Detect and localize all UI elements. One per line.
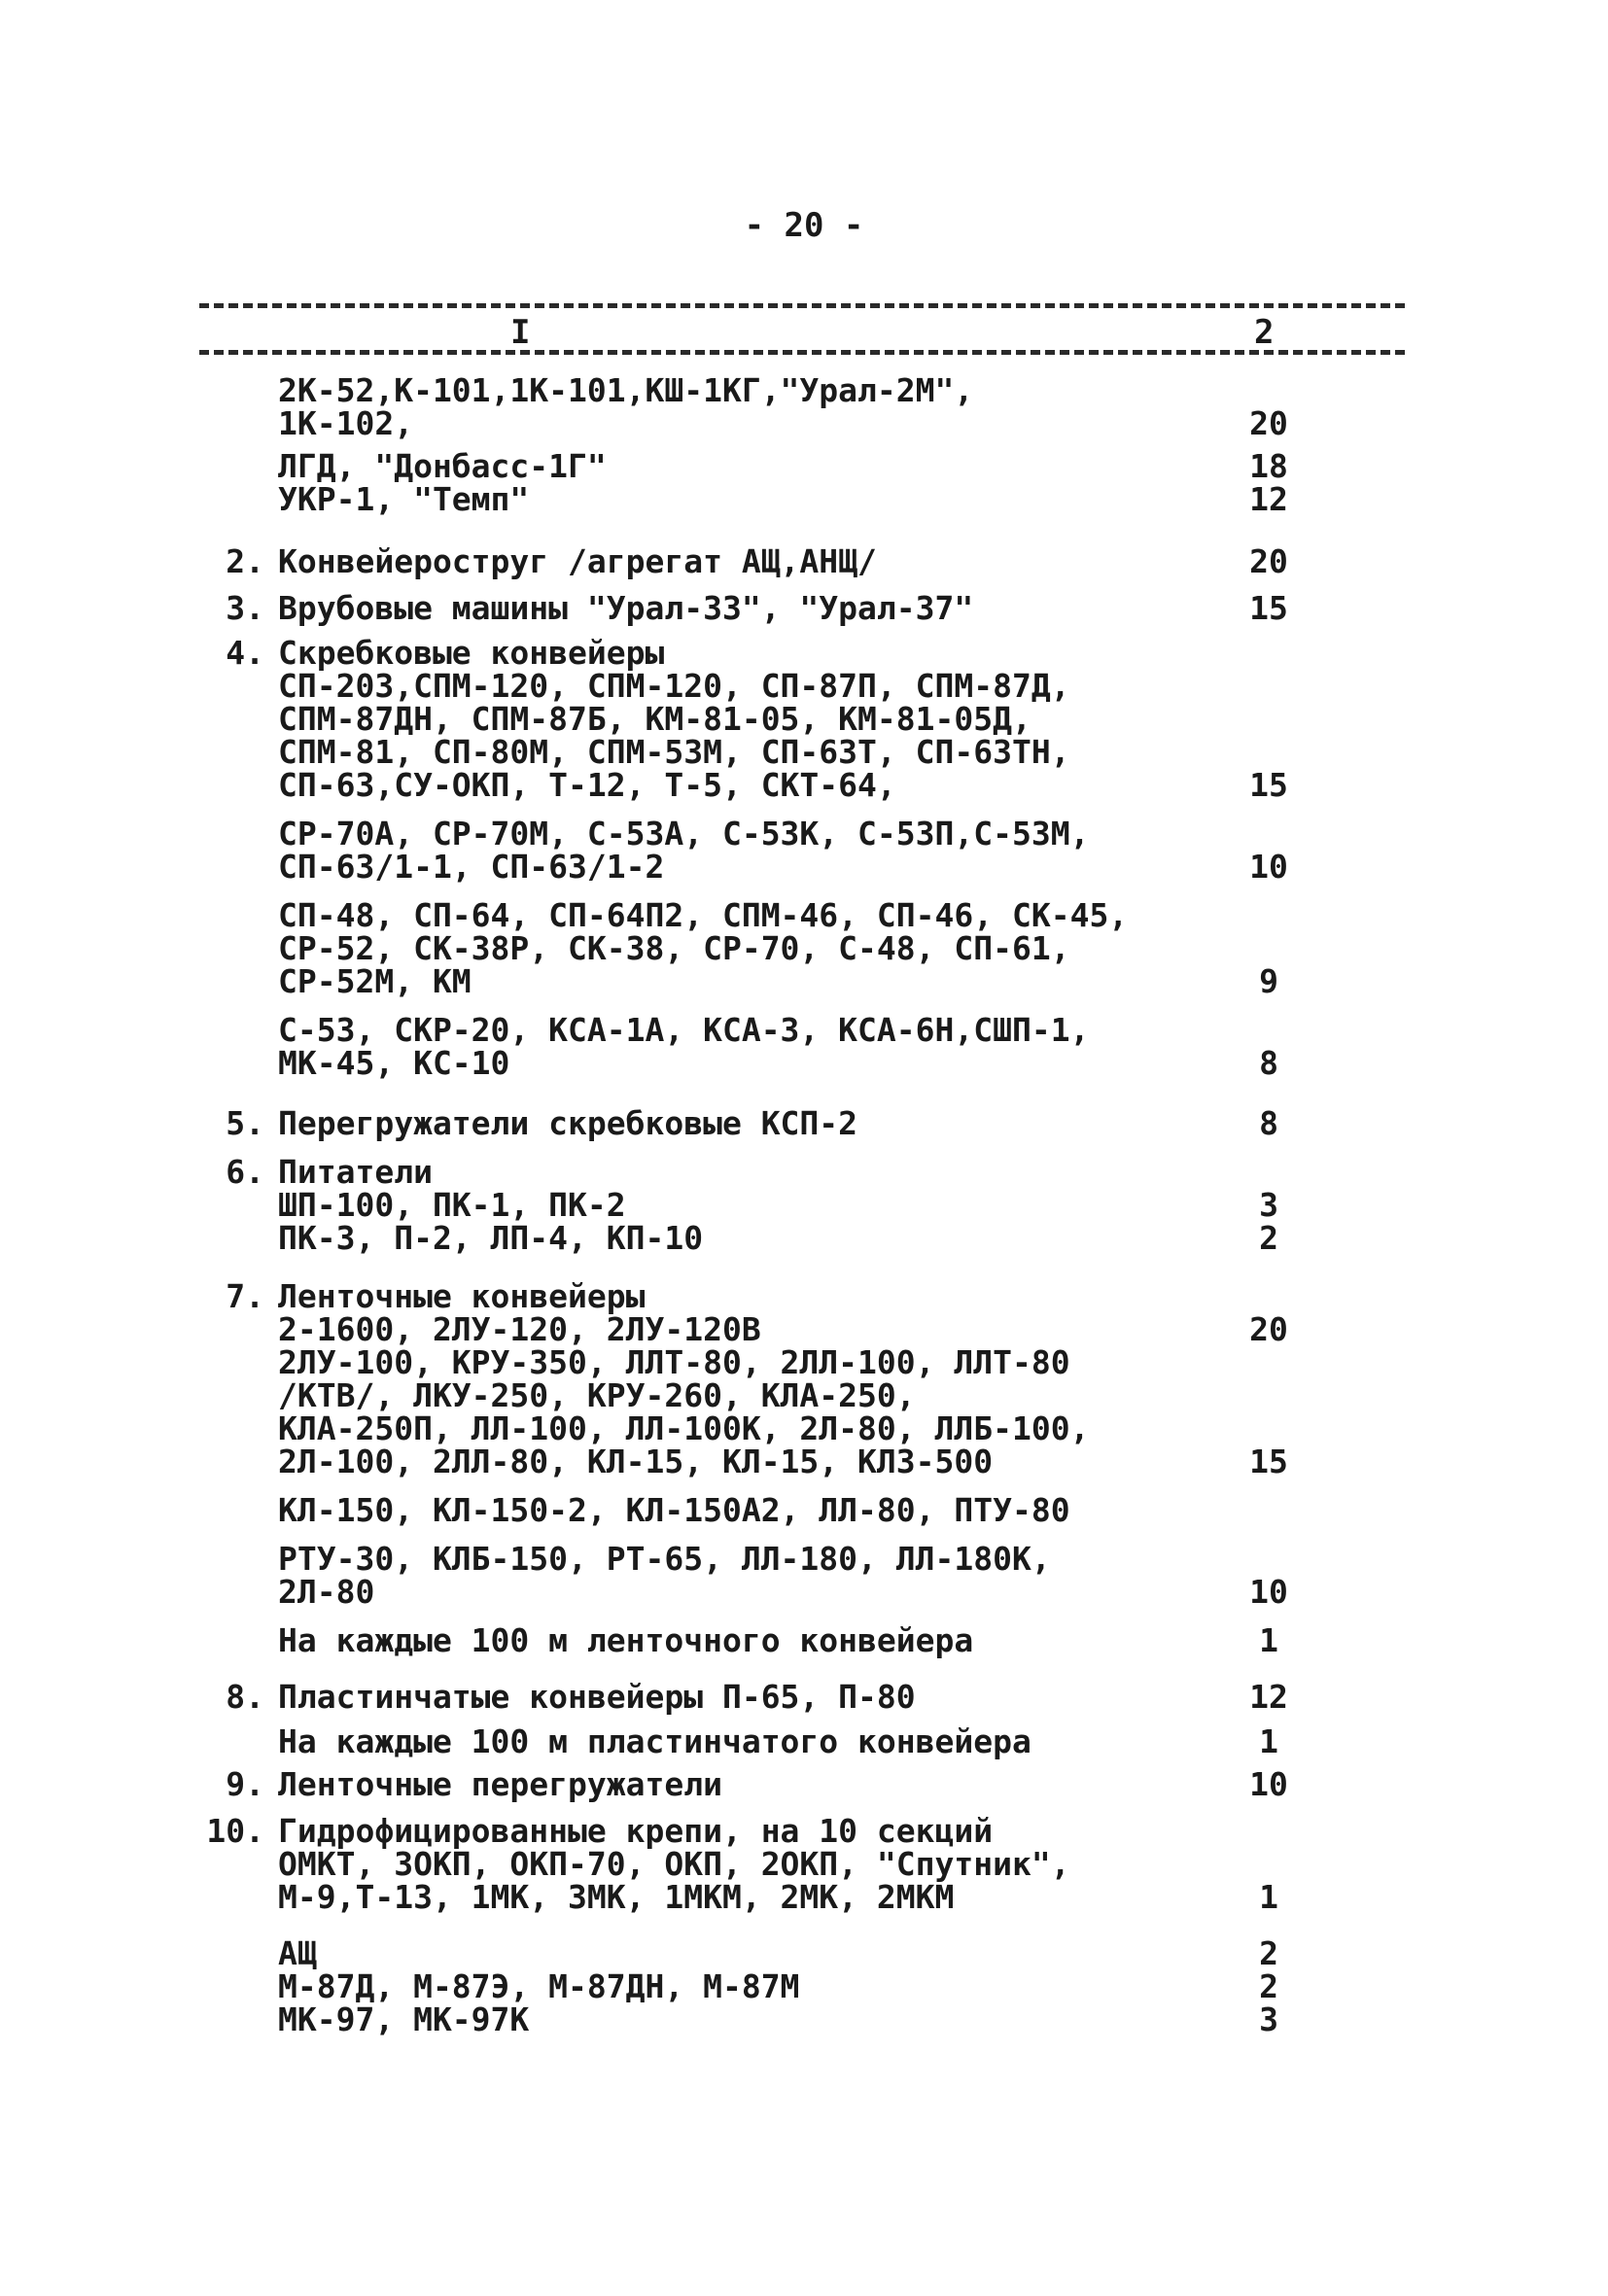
table-row [194,1678,1312,1716]
table-row [194,1540,1312,1611]
table-row [194,1277,1312,1348]
row-text: Ленточные конвейеры 2-1600, 2ЛУ-120, 2ЛУ-120В [278,1277,761,1348]
row-value: 20 [1249,542,1288,580]
row-value: 8 [1259,1044,1278,1082]
row-value: 10 [1249,848,1288,886]
table-row [194,1104,1312,1142]
row-text: Питатели ШП-100, ПК-1, ПК-2 ПК-3, П-2, ЛП-4, КП-10 [278,1153,704,1257]
row-number: 4. [226,634,264,672]
row-number: 8. [226,1678,264,1716]
page-number: - 20 - [744,206,864,245]
column-header-2: 2 [1254,313,1275,352]
table-row [194,1765,1312,1803]
row-number: 7. [226,1277,264,1315]
row-number: 10. [206,1812,264,1850]
row-number [194,1937,278,2036]
table-row [194,1153,1312,1257]
table-body [194,371,1312,2038]
row-value: 8 [1259,1104,1278,1142]
header-rule-bottom [199,350,1405,355]
row-text: С-53, СКР-20, КСА-1А, КСА-3, КСА-6Н,СШП-1, МК-45, КС-10 [278,1011,1090,1082]
table-row [194,542,1312,580]
row-number [194,1624,278,1657]
row-text: КЛ-150, КЛ-150-2, КЛ-150А2, ЛЛ-80, ПТУ-80 [278,1491,1070,1529]
row-text: Пластинчатые конвейеры П-65, П-80 [278,1678,916,1716]
row-text: 2К-52,К-101,1К-101,КШ-1КГ,"Урал-2М", 1К-102, [278,371,974,442]
row-value: 20 [1249,404,1288,442]
row-value: 10 [1249,1765,1288,1803]
table-row [194,447,1312,518]
row-number [194,450,278,516]
row-number [194,899,278,998]
row-value: 10 [1249,1573,1288,1611]
header-rule-top [199,303,1405,308]
row-number [194,818,278,884]
row-number: 2. [226,542,264,580]
row-number [194,1494,278,1527]
row-number: 6. [226,1153,264,1191]
table-row [194,589,1312,627]
table-row [194,634,1312,804]
table-row [194,1011,1312,1082]
row-value: 15 [1249,589,1288,627]
row-number [194,374,278,440]
row-text: Скребковые конвейеры СП-203,СПМ-120, СПМ-120, СП-87П, СПМ-87Д, СПМ-87ДН, СПМ-87Б, КМ-81-05, КМ-81-05Д, СПМ-81, СП-80М, СПМ-53М, СП-63Т, СП-63ТН, СП-63,СУ-ОКП, Т-12, Т-5, СКТ-64, [278,634,1070,804]
row-text: Конвейероструг /агрегат АЩ,АНЩ/ [278,542,877,580]
row-text: На каждые 100 м пластинчатого конвейера [278,1722,1031,1760]
row-text: Перегружатели скребковые КСП-2 [278,1104,858,1142]
row-value: 1 [1259,1722,1278,1760]
row-number [194,1014,278,1080]
table-row [194,1621,1312,1659]
row-text: РТУ-30, КЛБ-150, РТ-65, ЛЛ-180, ЛЛ-180К, 2Л-80 [278,1540,1051,1611]
row-number: 5. [226,1104,264,1142]
column-header-1: I [510,313,531,352]
row-text: Врубовые машины "Урал-33", "Урал-37" [278,589,974,627]
row-text: АЩ М-87Д, М-87Э, М-87ДН, М-87М МК-97, МК-97К [278,1934,800,2038]
row-number: 9. [226,1765,264,1803]
row-value: 1 [1259,1621,1278,1659]
row-text: На каждые 100 м ленточного конвейера [278,1621,974,1659]
row-value: 3 2 [1259,1186,1278,1257]
row-text: СП-48, СП-64, СП-64П2, СПМ-46, СП-46, СК-45, СР-52, СК-38Р, СК-38, СР-70, С-48, СП-61, СР-52М, КМ [278,896,1129,1000]
table-row [194,371,1312,442]
row-text: СР-70А, СР-70М, С-53А, С-53К, С-53П,С-53М, СП-63/1-1, СП-63/1-2 [278,815,1090,886]
table-row [194,896,1312,1000]
row-value [1225,1494,1312,1527]
row-value: 2 2 3 [1259,1934,1278,2038]
row-value: 15 [1249,766,1288,804]
row-number [194,1725,278,1758]
row-text: Гидрофицированные крепи, на 10 секций ОМКТ, 3ОКП, ОКП-70, ОКП, 2ОКП, "Спутник", М-9,Т-13, 1МК, 3МК, 1МКМ, 2МК, 2МКМ [278,1812,1070,1916]
table-row [194,1491,1312,1529]
row-value: 9 [1259,962,1278,1000]
row-value: 1 [1259,1878,1278,1916]
table-row [194,1722,1312,1760]
row-value: 15 [1249,1443,1288,1480]
table-row [194,1934,1312,2038]
row-number [194,1543,278,1609]
row-number [194,1346,278,1478]
row-number: 3. [226,589,264,627]
row-text: Ленточные перегружатели [278,1765,722,1803]
row-text: 2ЛУ-100, КРУ-350, ЛЛТ-80, 2ЛЛ-100, ЛЛТ-80 /КТВ/, ЛКУ-250, КРУ-260, КЛА-250, КЛА-250П, ЛЛ-100, ЛЛ-100К, 2Л-80, ЛЛБ-100, 2Л-100, 2ЛЛ-80, КЛ-15, КЛ-15, КЛЗ-500 [278,1343,1090,1480]
row-value: 18 12 [1249,447,1288,518]
row-value: 20 [1249,1310,1288,1348]
table-row [194,815,1312,886]
row-value: 12 [1249,1678,1288,1716]
table-row [194,1343,1312,1480]
table-row [194,1812,1312,1916]
row-text: ЛГД, "Донбасс-1Г" УКР-1, "Темп" [278,447,607,518]
